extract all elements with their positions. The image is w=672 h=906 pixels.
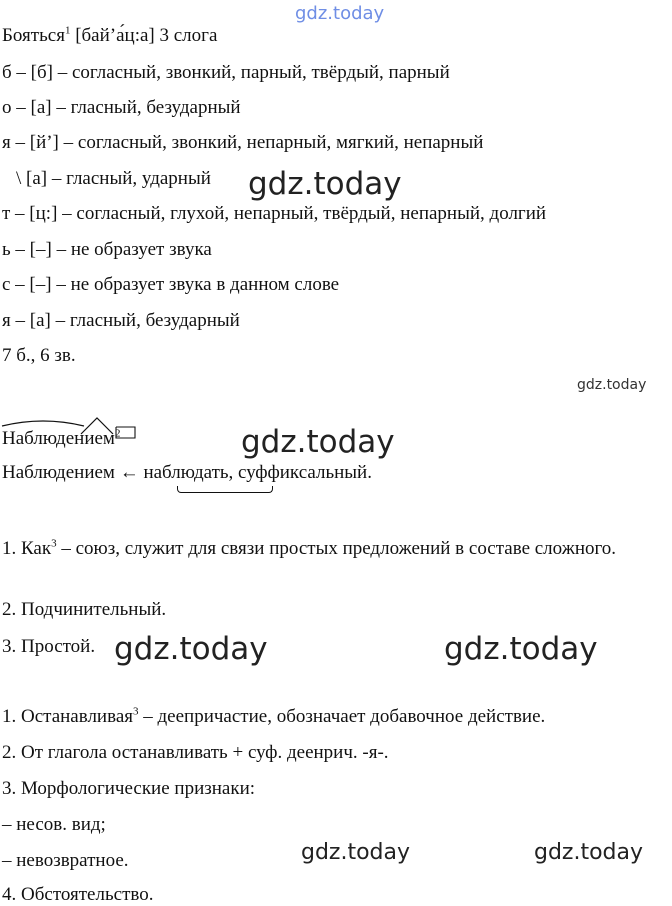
phonetic-line: о – [а] – гласный, безударный [2,97,241,118]
word-formation-line [2,462,372,484]
watermark-top: gdz.today [295,3,385,24]
syntax-item-3: 3. Простой. [2,636,96,657]
phonetic-word: Бояться [2,25,65,46]
transcription: [бай’а́ц:а] 3 слога [70,25,218,46]
watermark-center-2: gdz.today [241,424,395,460]
participle-analysis-1: 1. Останавливая$^3$ – деепричастие, обозначает добавочное действие. [2,705,546,727]
phonetic-line: т – [ц:] – согласный, глухой, непарный, твёрдый, непарный, долгий [2,203,547,224]
base-underline-icon [177,486,273,493]
syntax-analysis-1: 1. Как$^3$ – союз, служит для связи простых предложений в составе сложного. [2,537,617,559]
watermark-right-bottom-2: gdz.today [534,840,644,865]
task-number: 1 [64,24,71,37]
watermark-small-right: gdz.today [577,377,647,393]
phonetic-line: б – [б] – согласный, звонкий, парный, твёрдый, парный [2,62,450,83]
phonetic-line: 7 б., 6 зв. [2,345,76,366]
participle-item-4: – несов. вид; [2,814,106,835]
phonetic-line: я – [а] – гласный, безударный [2,310,240,331]
participle-item-2: 2. От глагола останавливать + суф. деенрич. -я-. [2,742,389,763]
phonetic-line: ь – [–] – не образует звука [2,239,212,260]
morphemic-word: Наблюдением [2,428,115,450]
morphemic-analysis [2,428,120,450]
syntax-item-2: 2. Подчинительный. [2,599,167,620]
watermark-right-bottom-1: gdz.today [444,631,598,667]
participle-item-3: 3. Морфологические признаки: [2,778,256,799]
watermark-center-1: gdz.today [248,166,402,202]
formation-type: , суффиксальный. [228,462,372,483]
phonetic-line: с – [–] – не образует звука в данном слове [2,274,340,295]
watermark-left-bottom-2: gdz.today [301,840,411,865]
phonetic-header [2,25,217,47]
phonetic-line: \ [а] – гласный, ударный [16,168,211,189]
task-number: 2 [114,427,121,440]
watermark-left-bottom-1: gdz.today [114,631,268,667]
participle-item-5: – невозвратное. [2,850,129,871]
derived-word: Наблюдением ← [2,462,144,483]
phonetic-line: я – [й’] – согласный, звонкий, непарный, мягкий, непарный [2,132,484,153]
base-word: наблюдать [143,462,229,483]
participle-item-6: 4. Обстоятельство. [2,884,154,905]
